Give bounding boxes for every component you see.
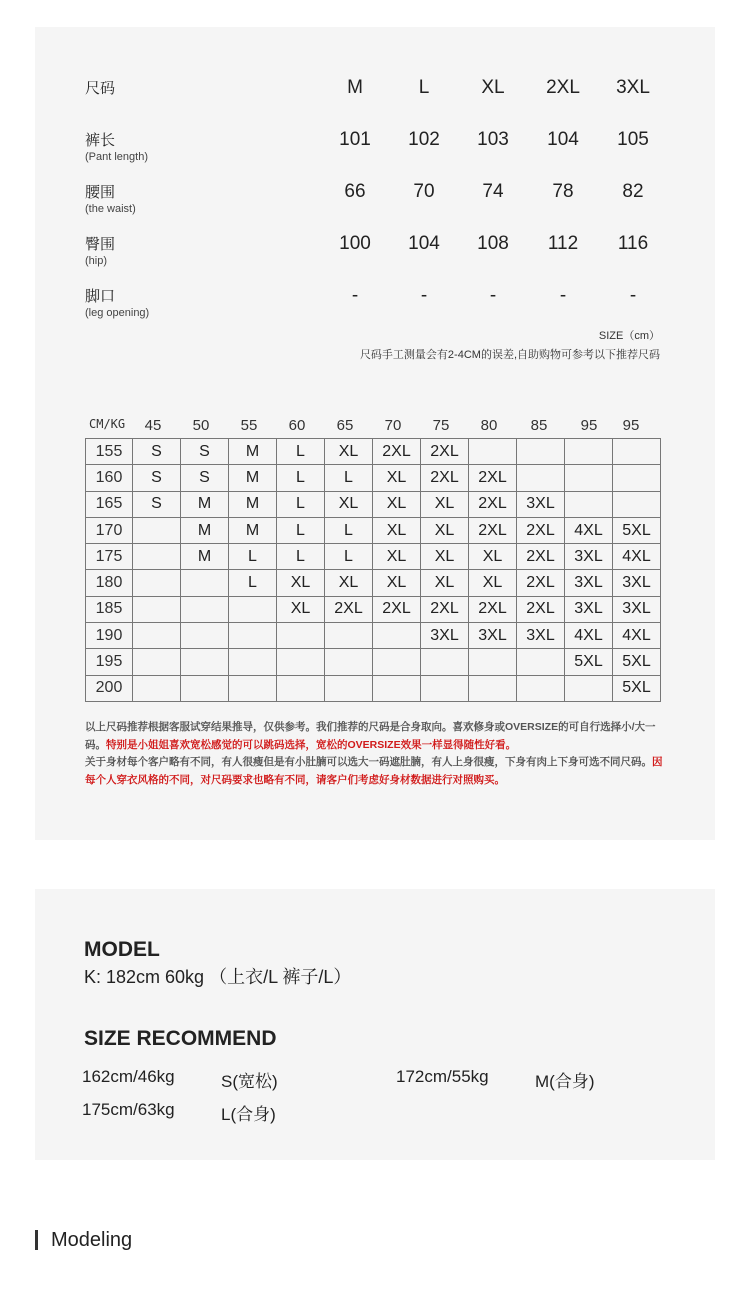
size-header-label: 尺码 [85,80,116,97]
size-cell: M [229,439,277,465]
spec-name: 臀围 [85,236,116,253]
spec-value: 66 [344,181,366,202]
table-row [86,623,661,649]
spec-row-hip [35,233,715,273]
spec-value: - [559,285,567,306]
spec-row-waist [35,181,715,221]
size-recommend-title: SIZE RECOMMEND [84,1027,277,1050]
table-row [86,596,661,622]
size-cell [133,570,181,596]
size-cell: 3XL [565,544,613,570]
size-cell [517,439,565,465]
size-cell: L [325,517,373,543]
size-cell: XL [325,570,373,596]
size-cell: M [181,544,229,570]
table-row [86,544,661,570]
weight-header: 95 [622,417,640,434]
height-cell: 165 [86,491,133,517]
size-cell [181,675,229,701]
size-cell: S [181,439,229,465]
size-cell [181,649,229,675]
size-cell: XL [469,544,517,570]
modeling-label: Modeling [51,1228,133,1251]
spec-value: 104 [547,129,579,150]
size-cell: 3XL [613,570,661,596]
spec-value: 102 [408,129,440,150]
size-cell [325,675,373,701]
height-cell: 170 [86,517,133,543]
size-cell: 2XL [373,439,421,465]
size-cell: 2XL [517,570,565,596]
spec-value: - [351,285,359,306]
spec-name: 腰围 [85,184,116,201]
weight-header: 50 [192,417,210,434]
size-cell: 2XL [421,439,469,465]
size-cell: 5XL [613,517,661,543]
model-panel [35,889,715,1160]
size-cell: XL [325,439,373,465]
size-cell [613,491,661,517]
size-cell: 4XL [565,623,613,649]
size-cell [229,596,277,622]
size-cell: 2XL [517,517,565,543]
size-cell: XL [373,544,421,570]
size-cell: XL [373,465,421,491]
recommend-body: 175cm/63kg [82,1100,175,1119]
recommend-body: 162cm/46kg [82,1067,175,1086]
size-cell: 4XL [613,544,661,570]
size-cell: 4XL [613,623,661,649]
size-measure-note: 尺码手工测量会有2-4CM的误差,自助购物可参考以下推荐尺码 [359,349,660,361]
size-cell: XL [421,570,469,596]
size-chart-panel [35,27,715,840]
spec-name: 脚口 [85,288,116,305]
spec-value: 105 [617,129,649,150]
size-header-xl: XL [481,77,505,98]
note-text: 以上尺码推荐根据客服试穿结果推导，仅供参考。我们推荐的尺码是合身取向。喜欢修身或OVERSIZE的可自行选择小/大一码。 [85,721,656,751]
model-description: K: 182cm 60kg （上衣/L 裤子/L） [84,967,352,987]
size-cell: M [229,491,277,517]
size-cell: 2XL [373,596,421,622]
size-cell [373,623,421,649]
height-cell: 160 [86,465,133,491]
height-cell: 190 [86,623,133,649]
size-cell: 2XL [325,596,373,622]
note-text: 关于身材每个客户略有不同，有人很瘦但是有小肚腩可以选大一码遮肚腩，有人上身很瘦，下身有肉上下身可选不同尺码。 [85,756,652,768]
spec-sub: (leg opening) [85,307,150,319]
size-cell: XL [373,517,421,543]
size-cell: XL [421,517,469,543]
recommend-size: M(合身) [535,1072,595,1091]
weight-header: 75 [432,417,450,434]
modeling-section-header [35,1228,132,1252]
size-cell: XL [325,491,373,517]
size-cell: 3XL [565,596,613,622]
spec-value: 108 [477,233,509,254]
size-header-m: M [347,77,363,98]
size-cell [133,596,181,622]
size-cell: 2XL [469,465,517,491]
size-cell [517,675,565,701]
height-cell: 155 [86,439,133,465]
spec-value: 70 [413,181,435,202]
size-cell [469,649,517,675]
weight-header: 70 [384,417,402,434]
size-cell [421,675,469,701]
weight-header: 60 [288,417,306,434]
spec-sub: (the waist) [85,203,136,215]
size-cell [565,465,613,491]
size-cell: 3XL [613,596,661,622]
size-cell: XL [421,544,469,570]
size-cell: 2XL [421,596,469,622]
size-cell: 2XL [469,491,517,517]
height-cell: 200 [86,675,133,701]
note-highlight: 特别是小姐姐喜欢宽松感觉的可以跳码选择，宽松的OVERSIZE效果一样显得随性好看。 [106,738,517,751]
size-cell [229,649,277,675]
size-cell: L [229,570,277,596]
spec-row-leg-opening [35,285,715,325]
size-cell [613,465,661,491]
size-cell [277,675,325,701]
model-title: MODEL [84,938,160,961]
spec-value: 103 [477,129,509,150]
size-cell [325,623,373,649]
size-cell [133,649,181,675]
size-cell [133,544,181,570]
size-header-row [35,77,715,117]
size-cell [565,675,613,701]
size-cell [181,623,229,649]
size-cell [373,649,421,675]
height-cell: 195 [86,649,133,675]
spec-value: - [489,285,497,306]
size-cell [277,623,325,649]
size-cell [133,517,181,543]
size-cell: 2XL [469,596,517,622]
spec-name: 裤长 [85,132,116,149]
recommend-size: L(合身) [221,1105,276,1124]
table-row [86,675,661,701]
size-cell [181,570,229,596]
weight-header: 55 [240,417,258,434]
spec-sub: (hip) [85,255,108,267]
size-cell [517,465,565,491]
size-cell: S [133,439,181,465]
note-highlight: 因每个人穿衣风格的不同，对尺码要求也略有不同，请客户们考虑好身材数据进行对照购买。 [85,756,663,786]
size-cell: S [133,465,181,491]
weight-header: 85 [530,417,548,434]
size-cell: 3XL [469,623,517,649]
recommend-body: 172cm/55kg [396,1067,489,1086]
size-cell [133,675,181,701]
spec-value: 104 [408,233,440,254]
size-cell: 4XL [565,517,613,543]
size-header-l: L [418,77,430,98]
size-cell: 5XL [565,649,613,675]
size-cell: XL [373,491,421,517]
size-cell: L [325,465,373,491]
weight-header: 45 [144,417,162,434]
table-row [86,439,661,465]
size-recommend-table [85,438,661,702]
size-cell: L [325,544,373,570]
table-row [86,465,661,491]
spec-value: 74 [482,181,504,202]
size-cell: L [229,544,277,570]
size-cell: XL [373,570,421,596]
size-cell: L [277,544,325,570]
weight-header: 80 [480,417,498,434]
size-cell [325,649,373,675]
height-cell: 175 [86,544,133,570]
size-cell [469,439,517,465]
weight-header: 95 [580,417,598,434]
size-cell [421,649,469,675]
size-cell: M [229,517,277,543]
size-cell [565,491,613,517]
spec-row-pant-length [35,129,715,169]
size-cell: 3XL [517,491,565,517]
size-cell [229,675,277,701]
spec-value: 78 [552,181,574,202]
size-cell [229,623,277,649]
size-cell: 3XL [517,623,565,649]
size-cell: L [277,491,325,517]
height-cell: 185 [86,596,133,622]
size-cell: S [181,465,229,491]
table-row [86,649,661,675]
size-cell: 5XL [613,675,661,701]
size-header-3xl: 3XL [616,77,650,98]
weight-header: 65 [336,417,354,434]
size-cell: XL [277,596,325,622]
spec-value: 116 [617,233,649,254]
size-cell [277,649,325,675]
table-row [86,491,661,517]
size-cell: XL [469,570,517,596]
size-cell [133,623,181,649]
size-cell [517,649,565,675]
size-cell: 5XL [613,649,661,675]
spec-value: 112 [547,233,579,254]
recommend-size: S(宽松) [221,1072,278,1091]
size-cell: 2XL [517,596,565,622]
size-cell: L [277,465,325,491]
size-cell [613,439,661,465]
size-cell: S [133,491,181,517]
spec-value: - [420,285,428,306]
spec-sub: (Pant length) [85,151,148,163]
height-cell: 180 [86,570,133,596]
size-cell: XL [277,570,325,596]
spec-value: 82 [622,181,644,202]
spec-value: 100 [339,233,371,254]
size-cell [469,675,517,701]
size-cell: L [277,517,325,543]
size-cell: 3XL [421,623,469,649]
size-cell [181,596,229,622]
spec-value: 101 [339,129,371,150]
size-cell: 2XL [421,465,469,491]
size-cell: M [229,465,277,491]
size-notes [85,719,665,789]
size-cell: M [181,517,229,543]
size-cell: XL [421,491,469,517]
size-cell: L [277,439,325,465]
size-cell: 2XL [469,517,517,543]
section-bar [35,1230,38,1250]
size-cell: 2XL [517,544,565,570]
size-unit-label: SIZE（cm） [598,330,660,342]
size-cell: M [181,491,229,517]
table-row [86,570,661,596]
size-header-2xl: 2XL [546,77,580,98]
size-cell [373,675,421,701]
table-row [86,517,661,543]
size-cell [565,439,613,465]
size-cell: 3XL [565,570,613,596]
spec-value: - [629,285,637,306]
table-corner-label: CM/KG [89,417,126,431]
